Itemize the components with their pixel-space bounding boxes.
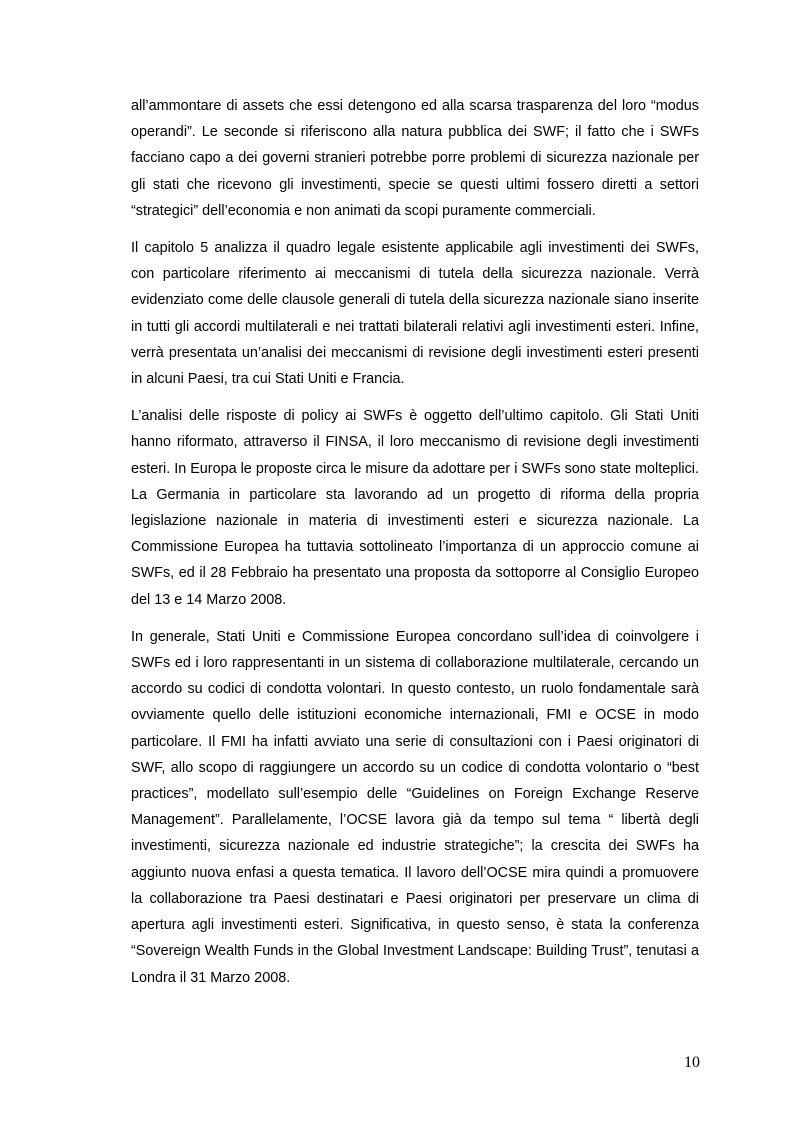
body-paragraph: Il capitolo 5 analizza il quadro legale esistente applicabile agli investimenti dei SWFs, con particolare riferimento ai meccanismi di tutela della sicurezza nazionale. Verrà evidenziato come delle clausole generali di tutela della sicurezza nazionale siano inserite in tutti gli accordi multilaterali e nei trattati bilaterali relativi agli investimenti esteri. Infine, verrà presentata un’analisi dei meccanismi di revisione degli investimenti esteri presenti in alcuni Paesi, tra cui Stati Uniti e Francia. xyxy=(131,240,699,388)
body-paragraph: all’ammontare di assets che essi detengono ed alla scarsa trasparenza del loro “modus operandi”. Le seconde si riferiscono alla natura pubblica dei SWF; il fatto che i SWFs facciano capo a dei governi stranieri potrebbe porre problemi di sicurezza nazionale per gli stati che ricevono gli investimenti, specie se questi ultimi fossero diretti a settori “strategici” dell’economia e non animati da scopi puramente commerciali. xyxy=(131,98,699,219)
page-body xyxy=(131,93,699,1002)
page-number: 10 xyxy=(684,1054,700,1071)
body-paragraph: L’analisi delle risposte di policy ai SWFs è oggetto dell’ultimo capitolo. Gli Stati Uniti hanno riformato, attraverso il FINSA, il loro meccanismo di revisione degli investimenti esteri. In Europa le proposte circa le misure da adottare per i SWFs sono state molteplici. La Germania in particolare sta lavorando ad un progetto di riforma della propria legislazione nazionale in materia di investimenti esteri e sicurezza nazionale. La Commissione Europea ha tuttavia sottolineato l’importanza di un approccio comune ai SWFs, ed il 28 Febbraio ha presentato una proposta da sottoporre al Consiglio Europeo del 13 e 14 Marzo 2008. xyxy=(131,408,699,608)
body-paragraph: In generale, Stati Uniti e Commissione Europea concordano sull’idea di coinvolgere i SWFs ed i loro rappresentanti in un sistema di collaborazione multilaterale, cercando un accordo su codici di condotta volontari. In questo contesto, un ruolo fondamentale sarà ovviamente quello delle istituzioni economiche internazionali, FMI e OCSE in modo particolare. Il FMI ha infatti avviato una serie di consultazioni con i Paesi originatori di SWF, allo scopo di raggiungere un accordo su un codice di condotta volontario o “best practices”, modellato sull’esempio delle “Guidelines on Foreign Exchange Reserve Management”. Parallelamente, l’OCSE lavora già da tempo sul tema “ libertà degli investimenti, sicurezza nazionale ed industrie strategiche”; la crescita dei SWFs ha aggiunto nuova enfasi a questa tematica. Il lavoro dell’OCSE mira quindi a promuovere la collaborazione tra Paesi destinatari e Paesi originatori per preservare un clima di apertura agli investimenti esteri. Significativa, in questo senso, è stata la conferenza “Sovereign Wealth Funds in the Global Investment Landscape: Building Trust”, tenutasi a Londra il 31 Marzo 2008. xyxy=(131,628,699,986)
